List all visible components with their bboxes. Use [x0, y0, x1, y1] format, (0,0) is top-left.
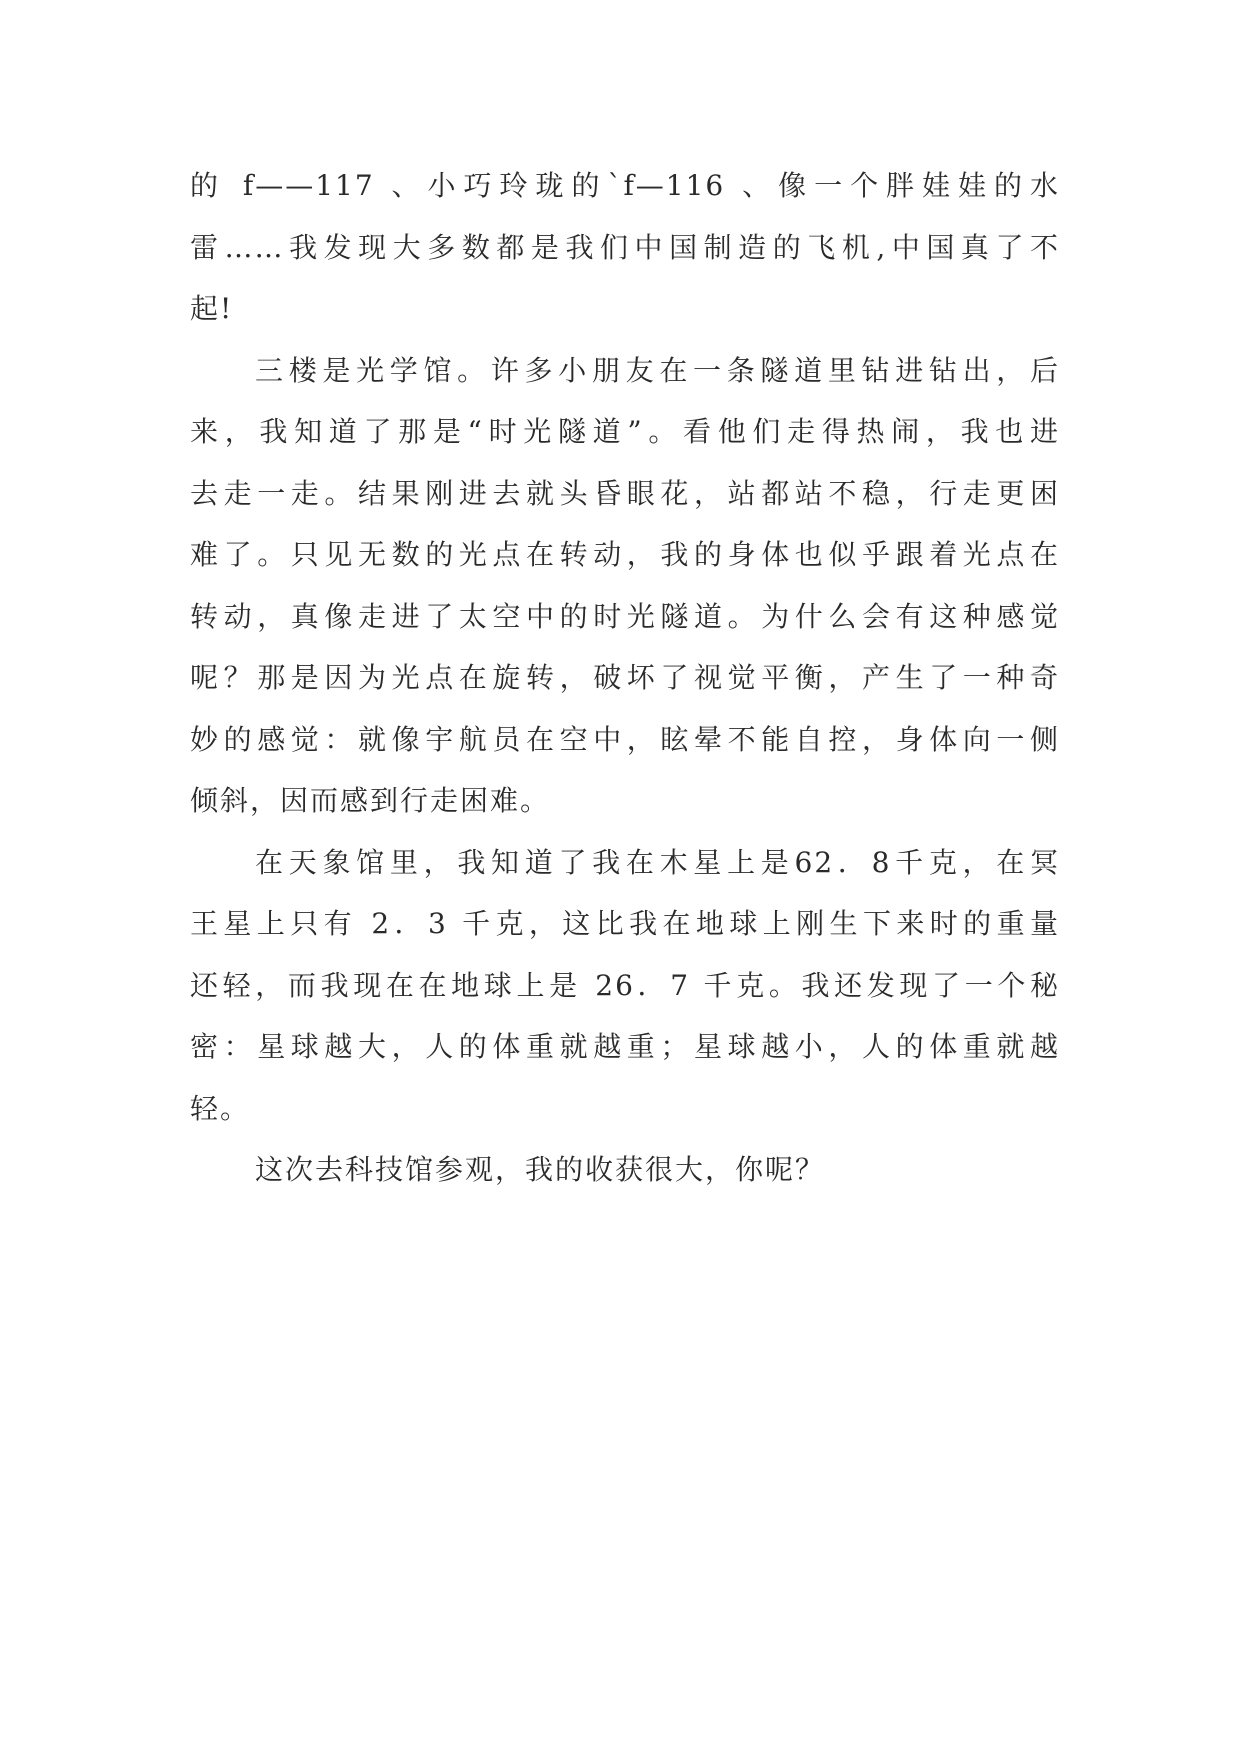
text-line: 起!	[190, 292, 234, 325]
text-line: 的 f——117 、小巧玲珑的`f—116 、像一个胖娃娃的水	[190, 169, 1060, 202]
text-line: 王星上只有 2．3 千克，这比我在地球上刚生下来时的重量	[190, 907, 1060, 940]
text-line: 雷……我发现大多数都是我们中国制造的飞机,中国真了不	[190, 230, 1060, 264]
text-line: 密：星球越大，人的体重就越重；星球越小，人的体重就越	[190, 1030, 1060, 1063]
text-line: 难了。只见无数的光点在转动，我的身体也似乎跟着光点在	[190, 538, 1060, 571]
text-line: 还轻，而我现在在地球上是 26．7 千克。我还发现了一个秘	[190, 968, 1060, 1002]
text-line: 轻。	[190, 1091, 251, 1125]
text-line: 倾斜，因而感到行走困难。	[190, 784, 551, 817]
text-line: 来，我知道了那是“时光隧道”。看他们走得热闹，我也进	[190, 415, 1060, 448]
article-body	[190, 155, 1060, 1201]
text-line: 呢？那是因为光点在旋转，破坏了视觉平衡，产生了一种奇	[190, 661, 1060, 694]
text-line: 三楼是光学馆。许多小朋友在一条隧道里钻进钻出，后	[255, 353, 1060, 387]
text-line: 在天象馆里，我知道了我在木星上是62．8千克，在冥	[255, 845, 1060, 879]
text-line: 这次去科技馆参观，我的收获很大，你呢？	[255, 1153, 826, 1186]
text-line: 去走一走。结果刚进去就头昏眼花，站都站不稳，行走更困	[190, 476, 1060, 510]
text-line: 妙的感觉：就像宇航员在空中，眩晕不能自控，身体向一侧	[190, 722, 1060, 756]
text-line: 转动，真像走进了太空中的时光隧道。为什么会有这种感觉	[190, 599, 1060, 633]
